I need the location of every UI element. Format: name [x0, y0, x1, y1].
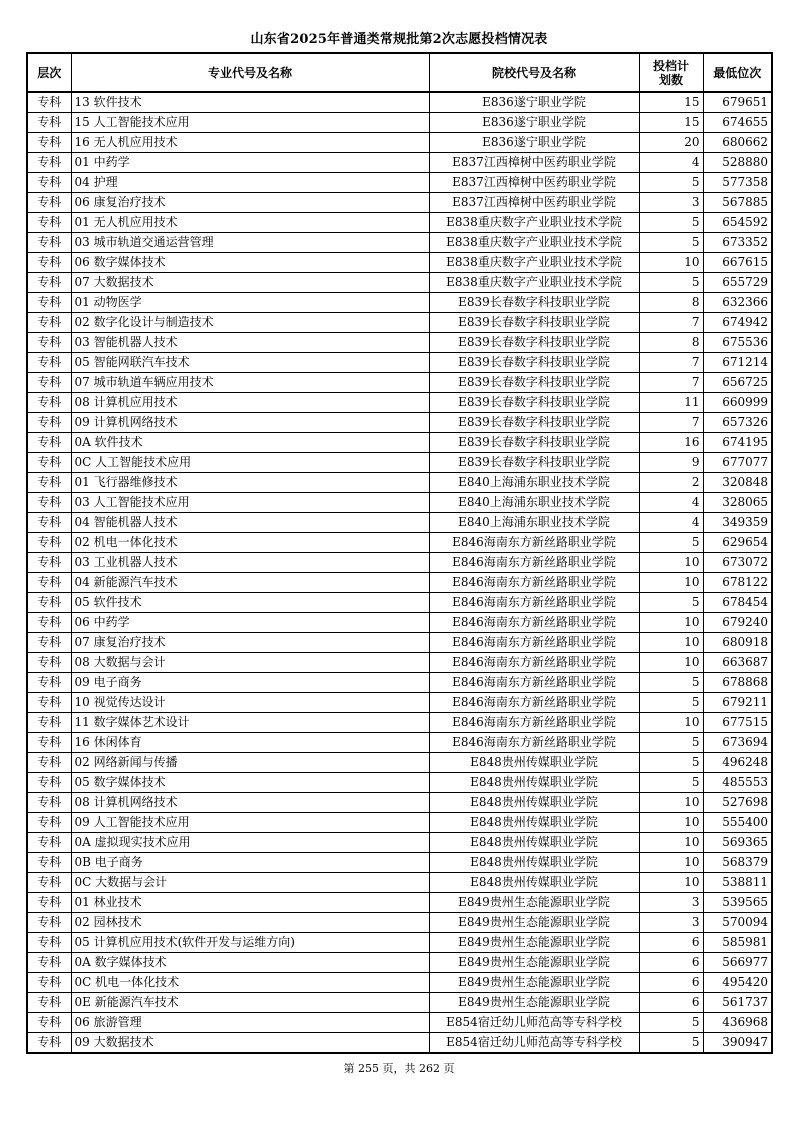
table-row	[27, 573, 772, 593]
cell-school: E846海南东方新丝路职业学院	[429, 633, 639, 653]
cell-school: E848贵州传媒职业学院	[429, 753, 639, 773]
cell-major: 04 新能源汽车技术	[71, 573, 429, 593]
cell-school: E840上海浦东职业技术学院	[429, 493, 639, 513]
cell-level: 专科	[27, 213, 71, 233]
cell-major: 0A 数字媒体技术	[71, 953, 429, 973]
cell-plan: 10	[639, 793, 703, 813]
table-row	[27, 733, 772, 753]
cell-plan: 10	[639, 553, 703, 573]
cell-school: E848贵州传媒职业学院	[429, 853, 639, 873]
cell-rank: 656725	[703, 373, 772, 393]
cell-major: 05 计算机应用技术(软件开发与运维方向)	[71, 933, 429, 953]
table-row	[27, 373, 772, 393]
table-row	[27, 253, 772, 273]
cell-rank: 679211	[703, 693, 772, 713]
cell-plan: 15	[639, 113, 703, 133]
table-row	[27, 713, 772, 733]
cell-plan: 5	[639, 213, 703, 233]
cell-school: E836遂宁职业学院	[429, 113, 639, 133]
cell-plan: 3	[639, 193, 703, 213]
cell-major: 0A 软件技术	[71, 433, 429, 453]
cell-rank: 436968	[703, 1013, 772, 1033]
cell-major: 08 计算机网络技术	[71, 793, 429, 813]
cell-level: 专科	[27, 873, 71, 893]
cell-rank: 663687	[703, 653, 772, 673]
table-row	[27, 773, 772, 793]
table-row	[27, 893, 772, 913]
cell-school: E846海南东方新丝路职业学院	[429, 533, 639, 553]
cell-plan: 9	[639, 453, 703, 473]
cell-level: 专科	[27, 653, 71, 673]
header-plan-text: 投档计划数	[652, 58, 689, 87]
cell-rank: 568379	[703, 853, 772, 873]
cell-plan: 7	[639, 413, 703, 433]
table-row	[27, 793, 772, 813]
cell-rank: 567885	[703, 193, 772, 213]
table-row	[27, 853, 772, 873]
cell-plan: 5	[639, 1033, 703, 1054]
table-row	[27, 213, 772, 233]
cell-school: E840上海浦东职业技术学院	[429, 513, 639, 533]
cell-plan: 6	[639, 993, 703, 1013]
table-row	[27, 353, 772, 373]
cell-school: E846海南东方新丝路职业学院	[429, 733, 639, 753]
cell-school: E837江西樟树中医药职业学院	[429, 193, 639, 213]
cell-plan: 3	[639, 913, 703, 933]
cell-level: 专科	[27, 933, 71, 953]
cell-major: 01 中药学	[71, 153, 429, 173]
cell-plan: 11	[639, 393, 703, 413]
table-row	[27, 833, 772, 853]
cell-major: 0B 电子商务	[71, 853, 429, 873]
cell-rank: 680662	[703, 133, 772, 153]
cell-level: 专科	[27, 293, 71, 313]
cell-level: 专科	[27, 133, 71, 153]
cell-school: E848贵州传媒职业学院	[429, 793, 639, 813]
cell-school: E838重庆数字产业职业技术学院	[429, 213, 639, 233]
cell-level: 专科	[27, 973, 71, 993]
cell-plan: 5	[639, 273, 703, 293]
cell-rank: 654592	[703, 213, 772, 233]
page-footer: 第 255 页，共 262 页	[343, 1062, 455, 1075]
header-plan	[639, 53, 703, 92]
cell-major: 01 林业技术	[71, 893, 429, 913]
cell-level: 专科	[27, 453, 71, 473]
cell-school: E839长春数字科技职业学院	[429, 453, 639, 473]
cell-major: 09 大数据技术	[71, 1033, 429, 1054]
cell-plan: 5	[639, 233, 703, 253]
table-header-row	[27, 53, 772, 92]
cell-level: 专科	[27, 233, 71, 253]
cell-major: 0C 大数据与会计	[71, 873, 429, 893]
table-row	[27, 493, 772, 513]
cell-major: 04 护理	[71, 173, 429, 193]
table-row	[27, 613, 772, 633]
table-row	[27, 553, 772, 573]
table-row	[27, 113, 772, 133]
table-row	[27, 92, 772, 113]
cell-rank: 527698	[703, 793, 772, 813]
cell-level: 专科	[27, 393, 71, 413]
table-row	[27, 633, 772, 653]
cell-level: 专科	[27, 793, 71, 813]
cell-rank: 657326	[703, 413, 772, 433]
cell-rank: 528880	[703, 153, 772, 173]
cell-major: 03 城市轨道交通运营管理	[71, 233, 429, 253]
cell-major: 0C 机电一体化技术	[71, 973, 429, 993]
cell-rank: 679240	[703, 613, 772, 633]
cell-school: E849贵州生态能源职业学院	[429, 993, 639, 1013]
cell-rank: 349359	[703, 513, 772, 533]
cell-school: E837江西樟树中医药职业学院	[429, 173, 639, 193]
cell-school: E854宿迁幼儿师范高等专科学校	[429, 1013, 639, 1033]
cell-level: 专科	[27, 1013, 71, 1033]
cell-plan: 5	[639, 733, 703, 753]
cell-school: E848贵州传媒职业学院	[429, 813, 639, 833]
table-row	[27, 673, 772, 693]
cell-major: 11 数字媒体艺术设计	[71, 713, 429, 733]
cell-level: 专科	[27, 373, 71, 393]
cell-rank: 632366	[703, 293, 772, 313]
table-row	[27, 513, 772, 533]
cell-plan: 7	[639, 313, 703, 333]
cell-rank: 655729	[703, 273, 772, 293]
cell-level: 专科	[27, 893, 71, 913]
cell-plan: 6	[639, 953, 703, 973]
cell-plan: 6	[639, 933, 703, 953]
cell-level: 专科	[27, 553, 71, 573]
cell-plan: 10	[639, 713, 703, 733]
cell-rank: 585981	[703, 933, 772, 953]
cell-rank: 674655	[703, 113, 772, 133]
cell-major: 09 人工智能技术应用	[71, 813, 429, 833]
table-row	[27, 913, 772, 933]
cell-plan: 15	[639, 92, 703, 113]
cell-major: 03 人工智能技术应用	[71, 493, 429, 513]
cell-school: E838重庆数字产业职业技术学院	[429, 253, 639, 273]
cell-rank: 566977	[703, 953, 772, 973]
cell-school: E846海南东方新丝路职业学院	[429, 553, 639, 573]
cell-major: 06 中药学	[71, 613, 429, 633]
cell-major: 04 智能机器人技术	[71, 513, 429, 533]
cell-level: 专科	[27, 473, 71, 493]
table-row	[27, 193, 772, 213]
cell-rank: 678454	[703, 593, 772, 613]
cell-school: E846海南东方新丝路职业学院	[429, 713, 639, 733]
cell-school: E836遂宁职业学院	[429, 92, 639, 113]
cell-school: E840上海浦东职业技术学院	[429, 473, 639, 493]
cell-major: 16 休闲体育	[71, 733, 429, 753]
cell-level: 专科	[27, 633, 71, 653]
cell-school: E846海南东方新丝路职业学院	[429, 613, 639, 633]
cell-school: E846海南东方新丝路职业学院	[429, 673, 639, 693]
cell-school: E839长春数字科技职业学院	[429, 373, 639, 393]
cell-rank: 677515	[703, 713, 772, 733]
cell-major: 08 计算机应用技术	[71, 393, 429, 413]
table-row	[27, 453, 772, 473]
cell-rank: 675536	[703, 333, 772, 353]
cell-level: 专科	[27, 833, 71, 853]
cell-rank: 495420	[703, 973, 772, 993]
cell-major: 05 智能网联汽车技术	[71, 353, 429, 373]
table-row	[27, 873, 772, 893]
cell-major: 01 飞行器维修技术	[71, 473, 429, 493]
cell-level: 专科	[27, 1033, 71, 1054]
cell-plan: 4	[639, 513, 703, 533]
cell-school: E838重庆数字产业职业技术学院	[429, 273, 639, 293]
header-rank: 最低位次	[703, 53, 772, 92]
cell-major: 01 动物医学	[71, 293, 429, 313]
cell-rank: 555400	[703, 813, 772, 833]
cell-plan: 3	[639, 893, 703, 913]
cell-rank: 678122	[703, 573, 772, 593]
table-row	[27, 753, 772, 773]
table-row	[27, 953, 772, 973]
cell-plan: 10	[639, 873, 703, 893]
table-row	[27, 533, 772, 553]
cell-school: E849贵州生态能源职业学院	[429, 953, 639, 973]
cell-major: 10 视觉传达设计	[71, 693, 429, 713]
cell-plan: 5	[639, 173, 703, 193]
cell-level: 专科	[27, 753, 71, 773]
cell-level: 专科	[27, 273, 71, 293]
cell-rank: 673694	[703, 733, 772, 753]
cell-rank: 671214	[703, 353, 772, 373]
table-row	[27, 133, 772, 153]
cell-school: E839长春数字科技职业学院	[429, 413, 639, 433]
cell-level: 专科	[27, 333, 71, 353]
table-row	[27, 173, 772, 193]
cell-level: 专科	[27, 433, 71, 453]
cell-major: 06 康复治疗技术	[71, 193, 429, 213]
cell-level: 专科	[27, 313, 71, 333]
page-title: 山东省2025年普通类常规批第2次志愿投档情况表	[250, 32, 548, 47]
cell-school: E848贵州传媒职业学院	[429, 873, 639, 893]
cell-plan: 5	[639, 693, 703, 713]
cell-plan: 6	[639, 973, 703, 993]
cell-level: 专科	[27, 993, 71, 1013]
cell-rank: 674195	[703, 433, 772, 453]
cell-school: E839长春数字科技职业学院	[429, 293, 639, 313]
cell-plan: 10	[639, 813, 703, 833]
cell-plan: 5	[639, 773, 703, 793]
table-row	[27, 593, 772, 613]
cell-school: E854宿迁幼儿师范高等专科学校	[429, 1033, 639, 1054]
cell-rank: 570094	[703, 913, 772, 933]
cell-major: 05 数字媒体技术	[71, 773, 429, 793]
table-row	[27, 313, 772, 333]
table-row	[27, 433, 772, 453]
cell-rank: 485553	[703, 773, 772, 793]
cell-plan: 2	[639, 473, 703, 493]
cell-major: 06 数字媒体技术	[71, 253, 429, 273]
cell-major: 0A 虚拟现实技术应用	[71, 833, 429, 853]
cell-level: 专科	[27, 413, 71, 433]
cell-plan: 10	[639, 833, 703, 853]
cell-level: 专科	[27, 493, 71, 513]
cell-level: 专科	[27, 913, 71, 933]
header-major: 专业代号及名称	[71, 53, 429, 92]
cell-level: 专科	[27, 813, 71, 833]
table-row	[27, 813, 772, 833]
cell-school: E848贵州传媒职业学院	[429, 833, 639, 853]
cell-major: 02 机电一体化技术	[71, 533, 429, 553]
cell-level: 专科	[27, 513, 71, 533]
cell-school: E839长春数字科技职业学院	[429, 393, 639, 413]
cell-rank: 328065	[703, 493, 772, 513]
cell-plan: 5	[639, 533, 703, 553]
cell-plan: 8	[639, 293, 703, 313]
cell-rank: 673072	[703, 553, 772, 573]
cell-plan: 7	[639, 353, 703, 373]
cell-school: E838重庆数字产业职业技术学院	[429, 233, 639, 253]
cell-level: 专科	[27, 693, 71, 713]
cell-level: 专科	[27, 573, 71, 593]
cell-major: 0C 人工智能技术应用	[71, 453, 429, 473]
cell-school: E849贵州生态能源职业学院	[429, 913, 639, 933]
cell-school: E836遂宁职业学院	[429, 133, 639, 153]
cell-level: 专科	[27, 253, 71, 273]
cell-major: 07 城市轨道车辆应用技术	[71, 373, 429, 393]
cell-level: 专科	[27, 153, 71, 173]
cell-level: 专科	[27, 773, 71, 793]
cell-major: 07 大数据技术	[71, 273, 429, 293]
cell-rank: 680918	[703, 633, 772, 653]
cell-school: E849贵州生态能源职业学院	[429, 973, 639, 993]
cell-major: 03 智能机器人技术	[71, 333, 429, 353]
cell-major: 13 软件技术	[71, 92, 429, 113]
table-row	[27, 693, 772, 713]
cell-major: 02 园林技术	[71, 913, 429, 933]
cell-plan: 10	[639, 253, 703, 273]
table-row	[27, 233, 772, 253]
cell-major: 09 计算机网络技术	[71, 413, 429, 433]
cell-plan: 5	[639, 673, 703, 693]
cell-level: 专科	[27, 533, 71, 553]
table-row	[27, 293, 772, 313]
cell-school: E846海南东方新丝路职业学院	[429, 693, 639, 713]
cell-rank: 569365	[703, 833, 772, 853]
cell-level: 专科	[27, 353, 71, 373]
table-row	[27, 653, 772, 673]
cell-major: 15 人工智能技术应用	[71, 113, 429, 133]
table-row	[27, 1013, 772, 1033]
cell-major: 07 康复治疗技术	[71, 633, 429, 653]
cell-school: E849贵州生态能源职业学院	[429, 893, 639, 913]
cell-rank: 667615	[703, 253, 772, 273]
cell-major: 0E 新能源汽车技术	[71, 993, 429, 1013]
cell-plan: 4	[639, 493, 703, 513]
cell-major: 05 软件技术	[71, 593, 429, 613]
table-row	[27, 1033, 772, 1054]
table-row	[27, 993, 772, 1013]
cell-plan: 10	[639, 633, 703, 653]
table-row	[27, 933, 772, 953]
cell-school: E839长春数字科技职业学院	[429, 313, 639, 333]
cell-major: 09 电子商务	[71, 673, 429, 693]
cell-school: E846海南东方新丝路职业学院	[429, 573, 639, 593]
cell-rank: 561737	[703, 993, 772, 1013]
cell-school: E839长春数字科技职业学院	[429, 333, 639, 353]
cell-major: 02 数字化设计与制造技术	[71, 313, 429, 333]
table-row	[27, 273, 772, 293]
table-row	[27, 153, 772, 173]
admission-table	[26, 52, 773, 1054]
cell-school: E837江西樟树中医药职业学院	[429, 153, 639, 173]
cell-rank: 674942	[703, 313, 772, 333]
cell-plan: 10	[639, 853, 703, 873]
cell-plan: 10	[639, 573, 703, 593]
cell-rank: 577358	[703, 173, 772, 193]
cell-plan: 10	[639, 613, 703, 633]
cell-major: 03 工业机器人技术	[71, 553, 429, 573]
cell-plan: 16	[639, 433, 703, 453]
cell-level: 专科	[27, 593, 71, 613]
cell-rank: 320848	[703, 473, 772, 493]
cell-level: 专科	[27, 673, 71, 693]
cell-major: 08 大数据与会计	[71, 653, 429, 673]
cell-rank: 679651	[703, 92, 772, 113]
table-row	[27, 393, 772, 413]
cell-plan: 5	[639, 593, 703, 613]
cell-level: 专科	[27, 953, 71, 973]
cell-plan: 7	[639, 373, 703, 393]
cell-major: 06 旅游管理	[71, 1013, 429, 1033]
cell-major: 16 无人机应用技术	[71, 133, 429, 153]
cell-plan: 10	[639, 653, 703, 673]
cell-rank: 390947	[703, 1033, 772, 1054]
cell-level: 专科	[27, 853, 71, 873]
cell-school: E839长春数字科技职业学院	[429, 433, 639, 453]
cell-rank: 538811	[703, 873, 772, 893]
cell-plan: 5	[639, 1013, 703, 1033]
cell-level: 专科	[27, 613, 71, 633]
cell-major: 02 网络新闻与传播	[71, 753, 429, 773]
table-row	[27, 473, 772, 493]
cell-level: 专科	[27, 713, 71, 733]
cell-school: E846海南东方新丝路职业学院	[429, 593, 639, 613]
cell-rank: 660999	[703, 393, 772, 413]
cell-major: 01 无人机应用技术	[71, 213, 429, 233]
cell-school: E848贵州传媒职业学院	[429, 773, 639, 793]
cell-rank: 678868	[703, 673, 772, 693]
cell-school: E849贵州生态能源职业学院	[429, 933, 639, 953]
cell-rank: 539565	[703, 893, 772, 913]
header-school: 院校代号及名称	[429, 53, 639, 92]
table-row	[27, 333, 772, 353]
cell-rank: 677077	[703, 453, 772, 473]
header-level: 层次	[27, 53, 71, 92]
cell-rank: 629654	[703, 533, 772, 553]
table-row	[27, 413, 772, 433]
table-row	[27, 973, 772, 993]
cell-plan: 8	[639, 333, 703, 353]
cell-level: 专科	[27, 113, 71, 133]
cell-level: 专科	[27, 193, 71, 213]
cell-level: 专科	[27, 733, 71, 753]
cell-school: E839长春数字科技职业学院	[429, 353, 639, 373]
cell-rank: 496248	[703, 753, 772, 773]
cell-level: 专科	[27, 173, 71, 193]
cell-plan: 20	[639, 133, 703, 153]
cell-level: 专科	[27, 92, 71, 113]
cell-plan: 4	[639, 153, 703, 173]
cell-school: E846海南东方新丝路职业学院	[429, 653, 639, 673]
cell-plan: 5	[639, 753, 703, 773]
cell-rank: 673352	[703, 233, 772, 253]
